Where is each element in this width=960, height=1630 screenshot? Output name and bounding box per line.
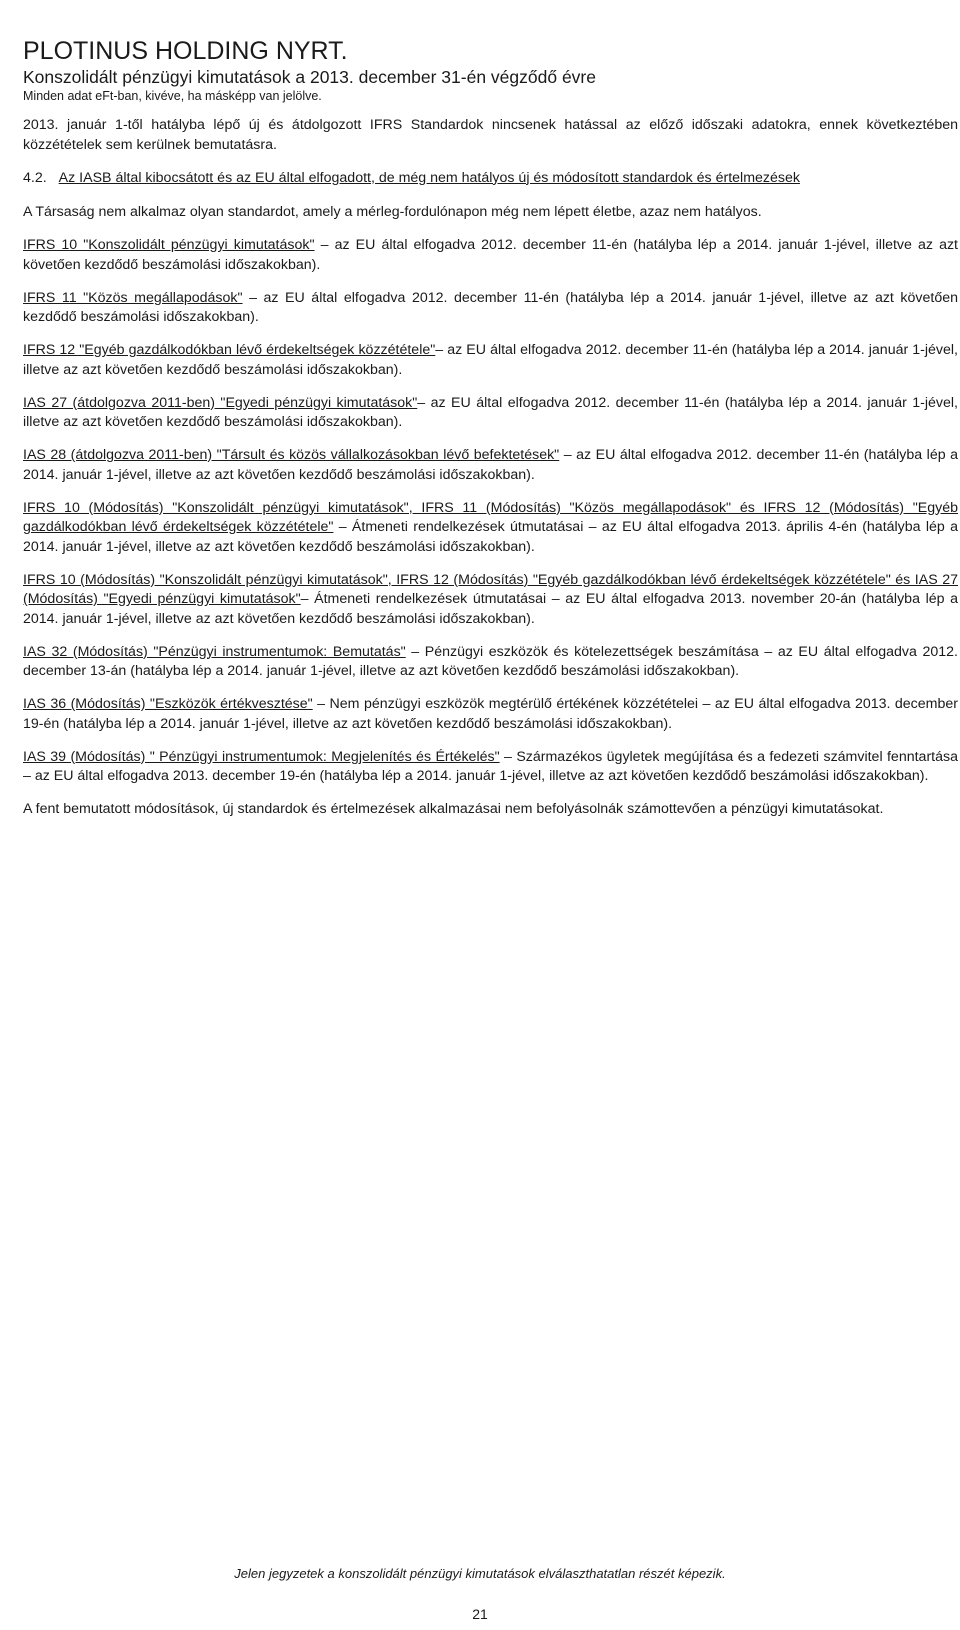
standard-text: – Átmeneti rendelkezések útmutatásai – az EU által elfogadva 2013. április 4-én (hatályba lép a 2014. január 1-jével, illetve az azt követően kezdődő beszámolási időszakokban). [23, 519, 958, 555]
standard-text: – az EU által elfogadva 2012. december 11-én (hatályba lép a 2014. január 1-jével, illetve az azt követően kezdődő beszámolási időszakokban). [23, 289, 959, 325]
standard-text: – Származékos ügyletek megújítása és a fedezeti számvitel fenntartása – az EU által elfogadva 2013. december 19-én (hatályba lép a 2014. január 1-jével, illetve az azt követően kezdődő beszámolási időszakokban). [23, 748, 958, 784]
section-title: Az IASB által kibocsátott és az EU által elfogadott, de még nem hatályos új és módosított standardok és értelmezések [58, 169, 800, 186]
standard-item-8 [23, 643, 958, 682]
standard-text: – Átmeneti rendelkezések útmutatásai – az EU által elfogadva 2013. november 20-án (hatályba lép a 2014. január 1-jével, illetve az azt követően kezdődő beszámolási időszakokban). [23, 591, 958, 627]
units-note: Minden adat eFt-ban, kivéve, ha másképp van jelölve. [23, 89, 322, 103]
standard-title: IFRS 10 (Módosítás) "Konszolidált pénzügyi kimutatások", IFRS 11 (Módosítás) "Közös megállapodások" és IFRS 12 (Módosítás) "Egyéb gazdálkodókban lévő érdekeltségek közzététele" [23, 499, 958, 535]
standard-item-5 [23, 446, 958, 485]
intro-paragraph: 2013. január 1-től hatályba lépő új és átdolgozott IFRS Standardok nincsenek hatással az előző időszaki adatokra, ennek következtében közzétételek sem kerülnek bemutatásra. [23, 117, 958, 153]
document-page [23, 36, 958, 833]
standard-title: IAS 32 (Módosítás) "Pénzügyi instrumentumok: Bemutatás" [23, 643, 406, 660]
standard-title: IAS 36 (Módosítás) "Eszközök értékvesztése" [23, 696, 313, 712]
page-number: 21 [472, 1606, 488, 1622]
lead-paragraph: A Társaság nem alkalmaz olyan standardot, amely a mérleg-fordulónapon még nem lépett életbe, azaz nem hatályos. [23, 204, 762, 220]
standard-item-6 [23, 499, 958, 558]
standard-title: IFRS 11 "Közös megállapodások" [23, 289, 243, 306]
standard-item-7 [23, 571, 958, 630]
standard-item-3 [23, 341, 958, 380]
standard-item-1 [23, 236, 958, 275]
report-subtitle: Konszolidált pénzügyi kimutatások a 2013. december 31-én végződő évre [23, 67, 596, 87]
standard-text: – Pénzügyi eszközök és kötelezettségek beszámítása – az EU által elfogadva 2012. december 13-án (hatályba lép a 2014. január 1-jével, illetve az azt követően kezdődő beszámolási időszakokban). [23, 643, 958, 679]
company-name: PLOTINUS HOLDING NYRT. [23, 37, 348, 65]
standard-text: – az EU által elfogadva 2012. december 11-én (hatályba lép a 2014. január 1-jével, illetve az azt követően kezdődő beszámolási időszakokban). [23, 447, 959, 483]
standard-text: – az EU által elfogadva 2012. december 11-én (hatályba lép a 2014. január 1-jével, illetve az azt követően kezdődő beszámolási időszakokban). [23, 237, 958, 273]
standard-text: – az EU által elfogadva 2012. december 11-én (hatályba lép a 2014. január 1-jével, illetve az azt követően kezdődő beszámolási időszakokban). [23, 342, 958, 378]
standard-title: IAS 27 (átdolgozva 2011-ben) "Egyedi pénzügyi kimutatások" [23, 394, 418, 411]
standard-item-2 [23, 289, 958, 328]
footer-note: Jelen jegyzetek a konszolidált pénzügyi kimutatások elválaszthatatlan részét képezik. [234, 1566, 726, 1581]
standard-title: IFRS 12 "Egyéb gazdálkodókban lévő érdekeltségek közzététele" [23, 342, 436, 358]
standard-item-4 [23, 394, 958, 433]
standard-title: IAS 39 (Módosítás) " Pénzügyi instrumentumok: Megjelenítés és Értékelés" [23, 748, 500, 765]
section-heading [23, 169, 958, 189]
section-number: 4.2. [23, 169, 47, 186]
standard-title: IFRS 10 "Konszolidált pénzügyi kimutatások" [23, 237, 315, 253]
conclusion-paragraph: A fent bemutatott módosítások, új standardok és értelmezések alkalmazásai nem befolyásolnák számottevően a pénzügyi kimutatásokat. [23, 801, 884, 817]
standard-text: – az EU által elfogadva 2012. december 11-én (hatályba lép a 2014. január 1-jével, illetve az azt követően kezdődő beszámolási időszakokban). [23, 394, 958, 430]
standard-title: IFRS 10 (Módosítás) "Konszolidált pénzügyi kimutatások", IFRS 12 (Módosítás) "Egyéb gazdálkodókban lévő érdekeltségek közzététele" és IAS 27 (Módosítás) "Egyedi pénzügyi kimutatások" [23, 571, 958, 607]
standard-item-10 [23, 748, 958, 787]
standard-item-9 [23, 695, 958, 734]
standard-title: IAS 28 (átdolgozva 2011-ben) "Társult és közös vállalkozásokban lévő befektetések" [23, 447, 560, 463]
standard-text: – Nem pénzügyi eszközök megtérülő értékének közzétételei – az EU által elfogadva 2013. december 19-én (hatályba lép a 2014. január 1-jével, illetve az azt követően kezdődő beszámolási időszakokban). [23, 696, 958, 732]
